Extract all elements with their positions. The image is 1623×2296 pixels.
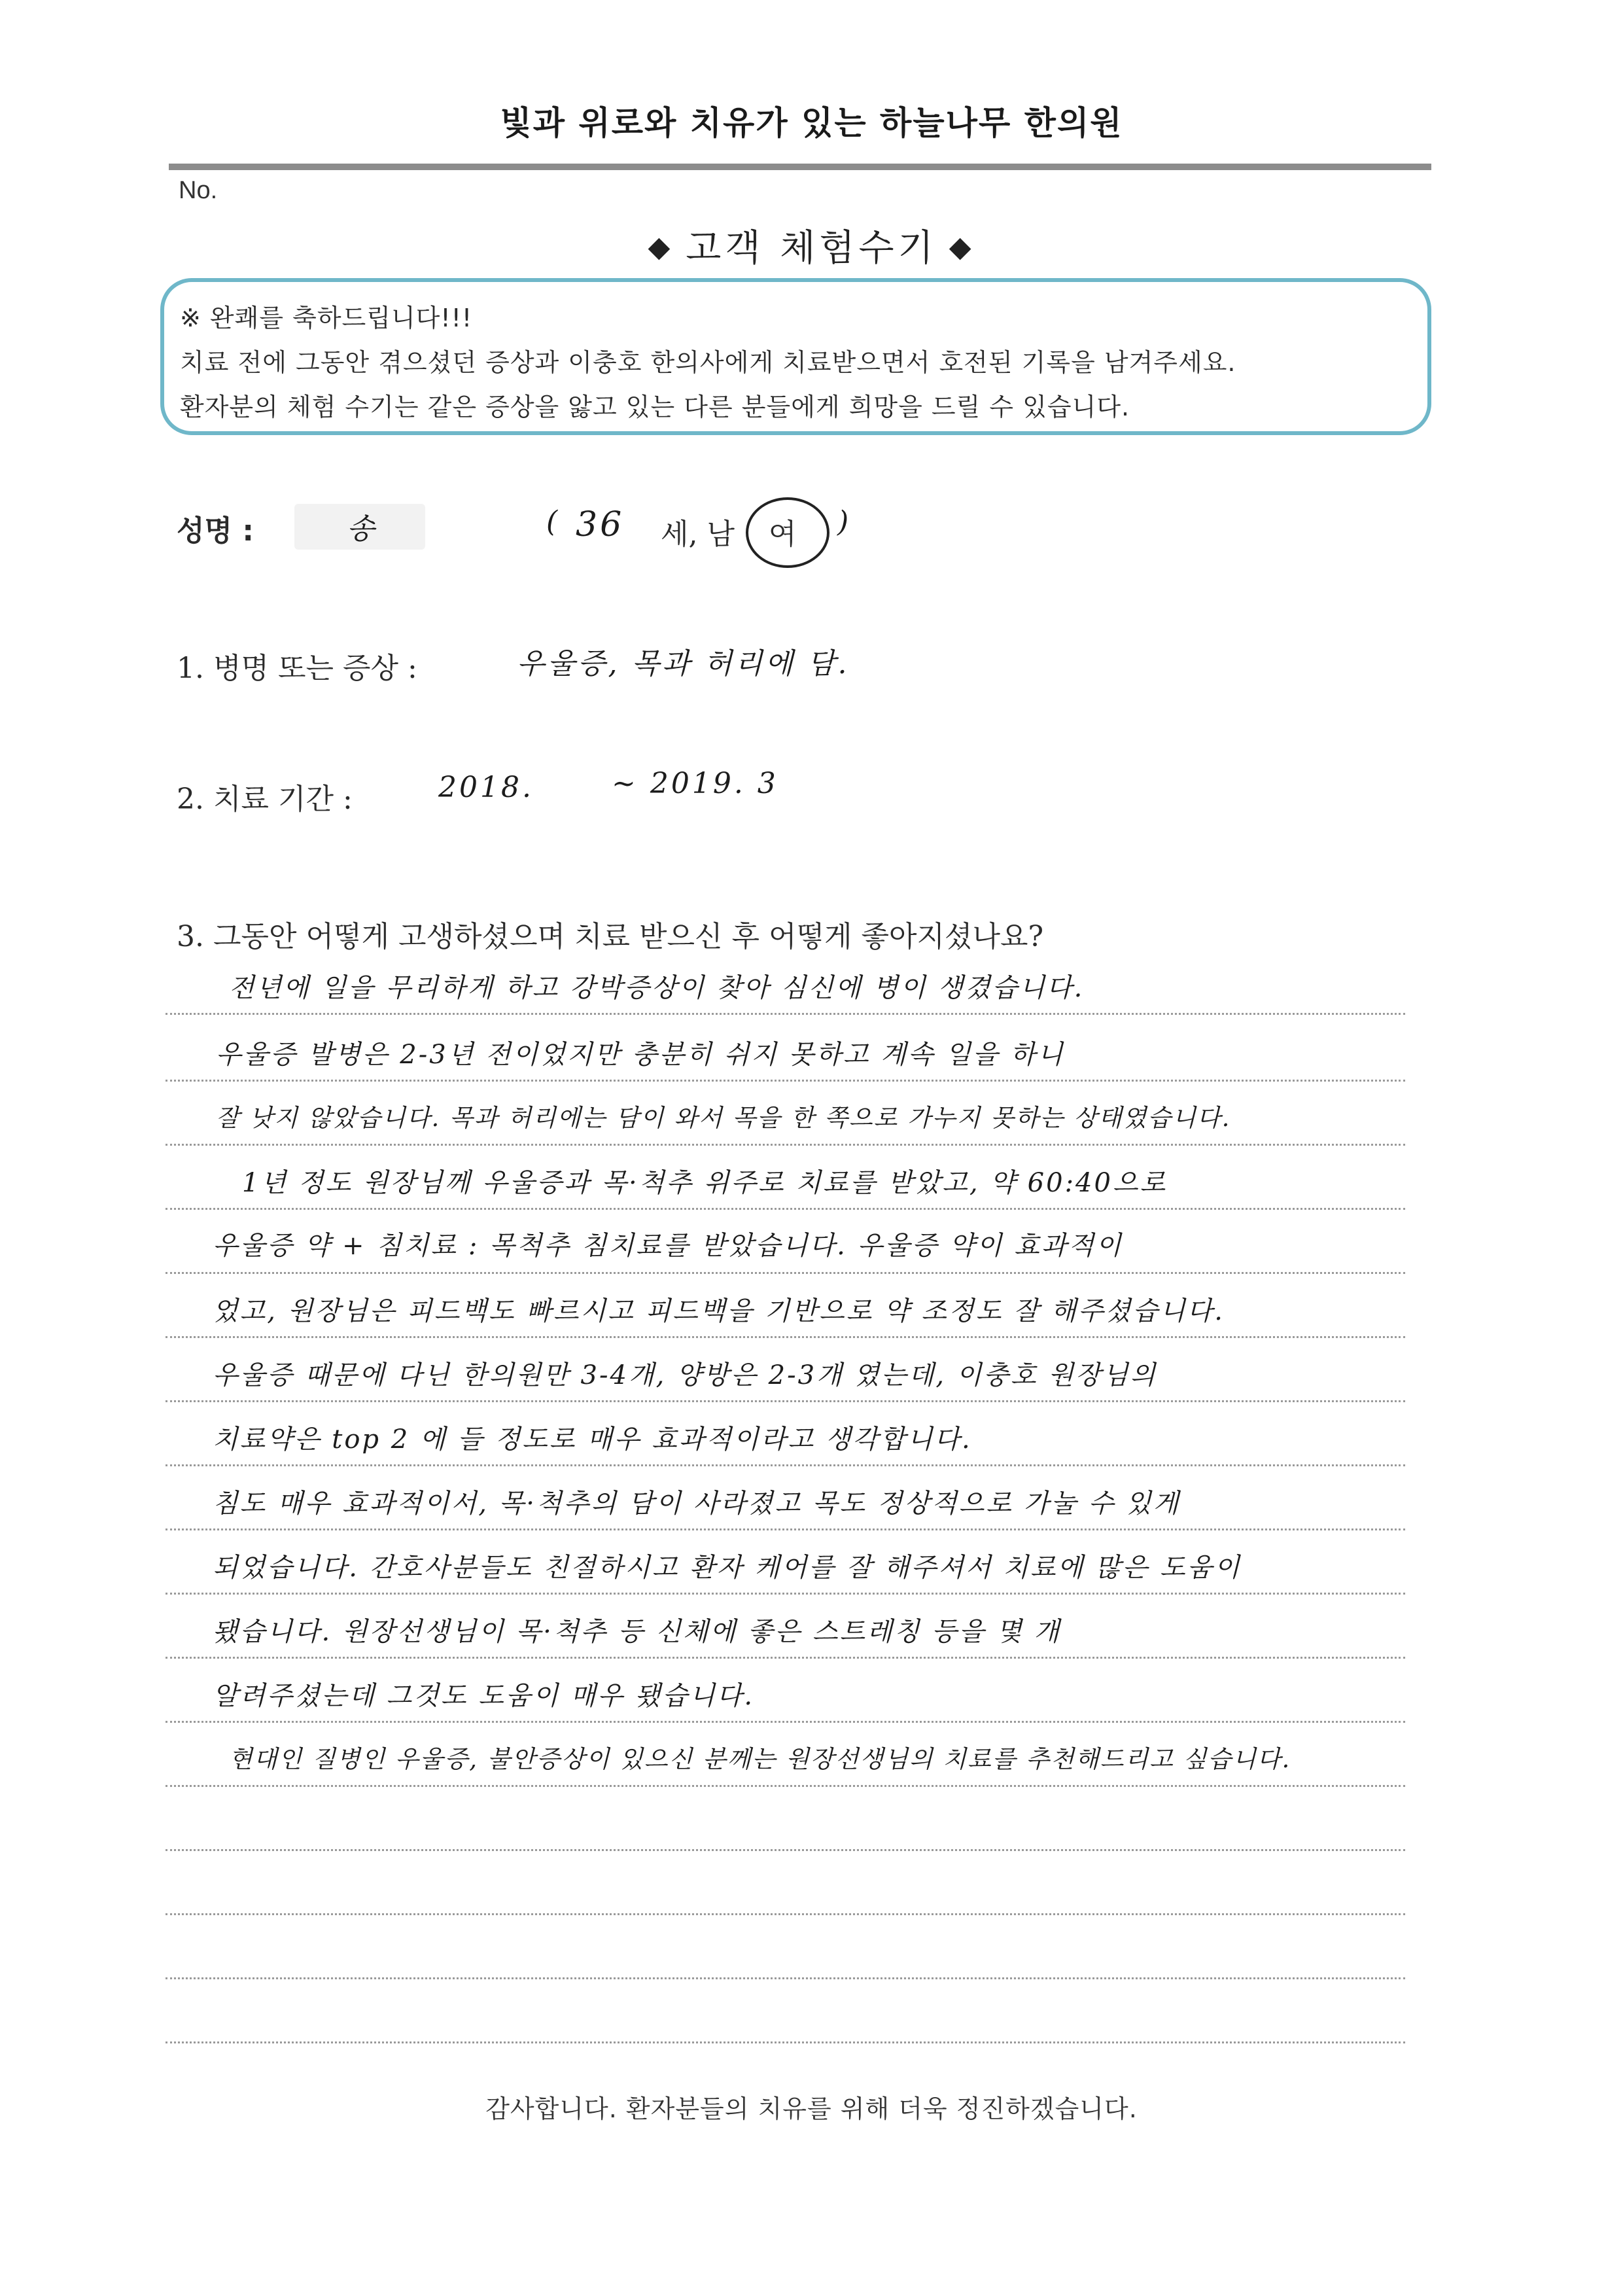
answer-line: 되었습니다. 간호사분들도 친절하시고 환자 케어를 잘 해주셔서 치료에 많은 도움이 [213, 1553, 1242, 1583]
ruled-line [166, 1208, 1405, 1210]
answer-line: 현대인 질병인 우울증, 불안증상이 있으신 분께는 원장선생님의 치료를 추천해드리고 싶습니다. [229, 1745, 1291, 1773]
answer-line: 전년에 일을 무리하게 하고 강박증상이 찾아 심신에 병이 생겼습니다. [229, 973, 1085, 1003]
answer-line: 1년 정도 원장님께 우울증과 목·척추 위주로 치료를 받았고, 약 60:40으로 [242, 1168, 1168, 1198]
q1-answer: 우울증, 목과 허리에 담. [517, 647, 850, 680]
ruled-line [166, 1144, 1405, 1146]
ruled-line [166, 1336, 1405, 1338]
gender-female: 여 [769, 518, 797, 551]
notice-line-hope: 환자분의 체험 수기는 같은 증상을 앓고 있는 다른 분들에게 희망을 드릴 수 있습니다. [180, 393, 1130, 421]
ruled-line [166, 1464, 1405, 1466]
clinic-header-title: 빛과 위로와 치유가 있는 하늘나무 한의원 [500, 104, 1123, 142]
name-value: 송 [347, 512, 377, 546]
ruled-line [166, 2041, 1405, 2043]
answer-line: 됐습니다. 원장선생님이 목·척추 등 신체에 좋은 스트레칭 등을 몇 개 [213, 1617, 1062, 1647]
answer-line: 알려주셨는데 그것도 도움이 매우 됐습니다. [213, 1681, 755, 1711]
age-value: 36 [576, 505, 625, 544]
form-title [0, 219, 1623, 272]
ruled-line [166, 1013, 1405, 1015]
ruled-line [166, 1657, 1405, 1659]
q1-label: 1. 병명 또는 증상 : [177, 652, 417, 685]
ruled-line [166, 1849, 1405, 1851]
footer-thanks: 감사합니다. 환자분들의 치유를 위해 더욱 정진하겠습니다. [485, 2094, 1138, 2123]
ruled-line [166, 1528, 1405, 1530]
name-label: 성명 : [177, 514, 254, 548]
form-title-text: 고객 체험수기 [686, 227, 937, 270]
answer-line: 우울증 발병은 2-3년 전이었지만 충분히 쉬지 못하고 계속 일을 하니 [216, 1040, 1065, 1070]
form-number-label: No. [179, 177, 218, 204]
age-open-paren: ( [546, 505, 561, 539]
ruled-line [166, 1977, 1405, 1979]
age-unit-gender: 세, 남 [661, 518, 735, 551]
answer-line: 치료약은 top 2 에 들 정도로 매우 효과적이라고 생각합니다. [213, 1424, 972, 1455]
ruled-line [166, 1913, 1405, 1915]
ruled-line [166, 1080, 1405, 1082]
q3-label: 3. 그동안 어떻게 고생하셨으며 치료 받으신 후 어떻게 좋아지셨나요? [177, 920, 1044, 953]
diamond-icon-right: ◆ [949, 230, 975, 264]
ruled-line [166, 1785, 1405, 1787]
answer-line: 우울증 약 + 침치료 : 목척추 침치료를 받았습니다. 우울증 약이 효과적이 [213, 1231, 1123, 1261]
header-divider [169, 164, 1431, 170]
q2-start-date: 2018. [438, 771, 534, 804]
ruled-line [166, 1593, 1405, 1595]
answer-line: 었고, 원장님은 피드백도 빠르시고 피드백을 기반으로 약 조정도 잘 해주셨습니다. [213, 1296, 1225, 1326]
answer-line: 잘 낫지 않았습니다. 목과 허리에는 담이 와서 목을 한 쪽으로 가누지 못하는 상태였습니다. [216, 1104, 1231, 1132]
age-close-paren: ) [837, 505, 852, 539]
ruled-line [166, 1272, 1405, 1274]
diamond-icon-left: ◆ [648, 230, 674, 264]
answer-line: 우울증 때문에 다닌 한의원만 3-4개, 양방은 2-3개 였는데, 이충호 원장님의 [213, 1360, 1157, 1390]
q2-end-date: ~ 2019. 3 [612, 767, 778, 800]
ruled-line [166, 1721, 1405, 1723]
notice-line-instruction: 치료 전에 그동안 겪으셨던 증상과 이충호 한의사에게 치료받으면서 호전된 기록을 남겨주세요. [180, 348, 1236, 377]
answer-line: 침도 매우 효과적이서, 목·척추의 담이 사라졌고 목도 정상적으로 가눌 수 있게 [213, 1489, 1181, 1519]
ruled-line [166, 1400, 1405, 1402]
notice-line-congrats: ※ 완쾌를 축하드립니다!!! [180, 304, 473, 332]
q2-label: 2. 치료 기간 : [177, 783, 353, 816]
